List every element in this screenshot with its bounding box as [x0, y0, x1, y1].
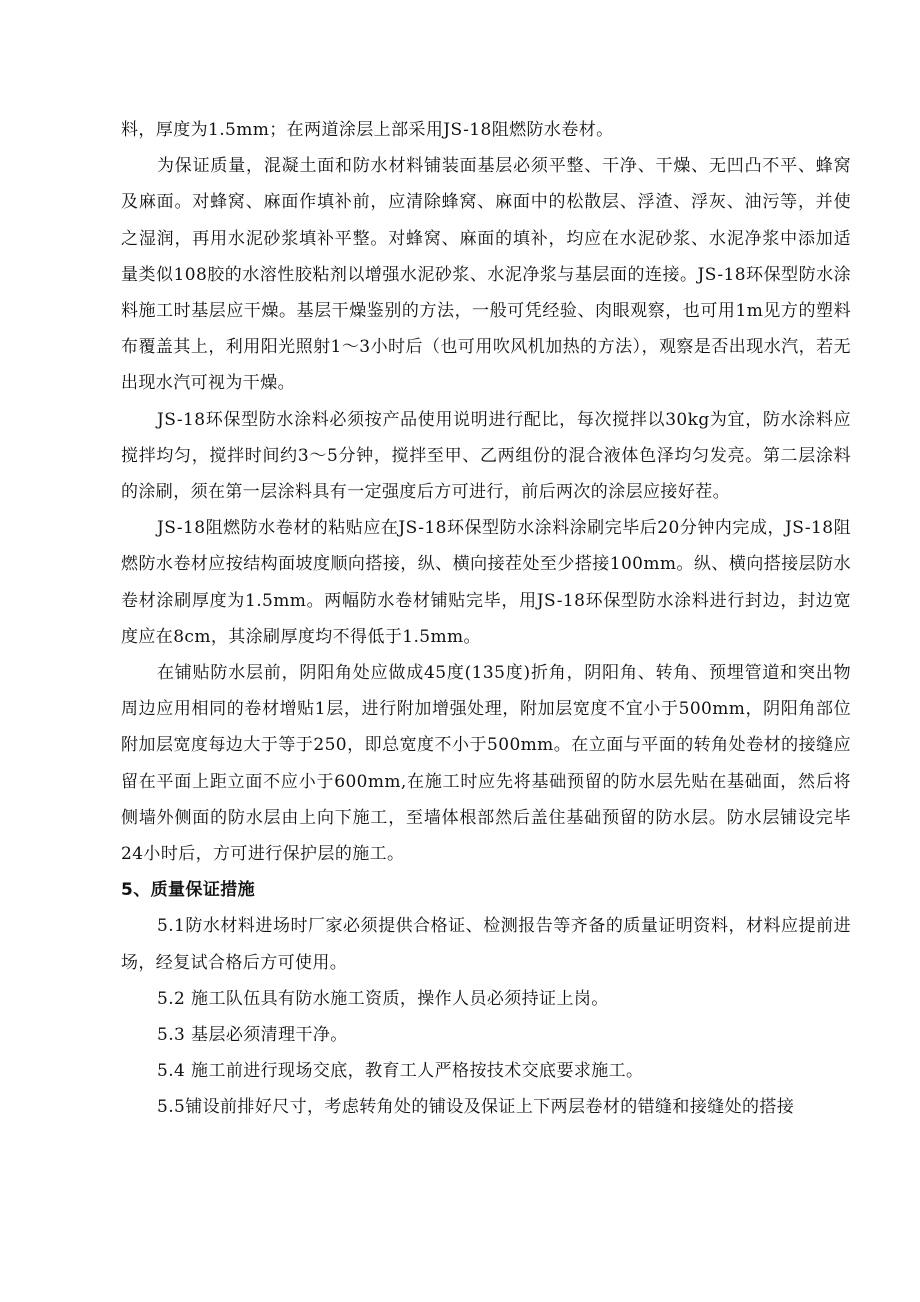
paragraph-base-preparation: 为保证质量，混凝土面和防水材料铺装面基层必须平整、干净、干燥、无凹凸不平、蜂窝及麻面。对蜂窝、麻面作填补前，应清除蜂窝、麻面中的松散层、浮渣、浮灰、油污等，并使之湿润，再用水泥砂浆填补平整。对蜂窝、麻面的填补，均应在水泥砂浆、水泥净浆中添加适量类似108胶的水溶性胶粘剂以增强水泥砂浆、水泥净浆与基层面的连接。JS-18环保型防水涂料施工时基层应干燥。基层干燥鉴别的方法，一般可凭经验、肉眼观察，也可用1m见方的塑料布覆盖其上，利用阳光照射1～3小时后（也可用吹风机加热的方法），观察是否出现水汽，若无出现水汽可视为干燥。: [121, 156, 851, 394]
measure-item: 5.1防水材料进场时厂家必须提供合格证、检测报告等齐备的质量证明资料，材料应提前进场，经复试合格后方可使用。: [121, 916, 851, 973]
measure-item: 5.4 施工前进行现场交底，教育工人严格按技术交底要求施工。: [157, 1061, 644, 1082]
document-body: [121, 112, 851, 1126]
paragraph-corner-treatment: 在铺贴防水层前，阴阳角处应做成45度(135度)折角，阴阳角、转角、预埋管道和突出物周边应用相同的卷材增贴1层，进行附加增强处理，附加层宽度不宜小于500mm，阴阳角部位附加层宽度每边大于等于250，即总宽度不小于500mm。在立面与平面的转角处卷材的接缝应留在平面上距立面不应小于600mm,在施工时应先将基础预留的防水层先贴在基础面，然后将侧墙外侧面的防水层由上向下施工，至墙体根部然后盖住基础预留的防水层。防水层铺设完毕24小时后，方可进行保护层的施工。: [121, 663, 851, 865]
measure-item: 5.5铺设前排好尺寸，考虑转角处的铺设及保证上下两层卷材的错缝和接缝处的搭接: [157, 1097, 795, 1118]
section-heading: 5、质量保证措施: [121, 880, 256, 901]
measure-item: 5.3 基层必须清理干净。: [157, 1025, 348, 1046]
paragraph-continuation: 料，厚度为1.5mm；在两道涂层上部采用JS-18阻燃防水卷材。: [121, 120, 614, 140]
measure-item: 5.2 施工队伍具有防水施工资质，操作人员必须持证上岗。: [157, 988, 609, 1009]
paragraph-membrane-bonding: JS-18阻燃防水卷材的粘贴应在JS-18环保型防水涂料涂刷完毕后20分钟内完成，JS-18阻燃防水卷材应按结构面坡度顺向搭接，纵、横向接茬处至少搭接100mm。纵、横向搭接层防水卷材涂刷厚度为1.5mm。两幅防水卷材铺贴完毕，用JS-18环保型防水涂料进行封边，封边宽度应在8cm，其涂刷厚度均不得低于1.5mm。: [121, 518, 851, 647]
paragraph-coating-mixing: JS-18环保型防水涂料必须按产品使用说明进行配比，每次搅拌以30kg为宜，防水涂料应搅拌均匀，搅拌时间约3～5分钟，搅拌至甲、乙两组份的混合液体色泽均匀发亮。第二层涂料的涂刷，须在第一层涂料具有一定强度后方可进行，前后两次的涂层应接好茬。: [121, 409, 851, 503]
